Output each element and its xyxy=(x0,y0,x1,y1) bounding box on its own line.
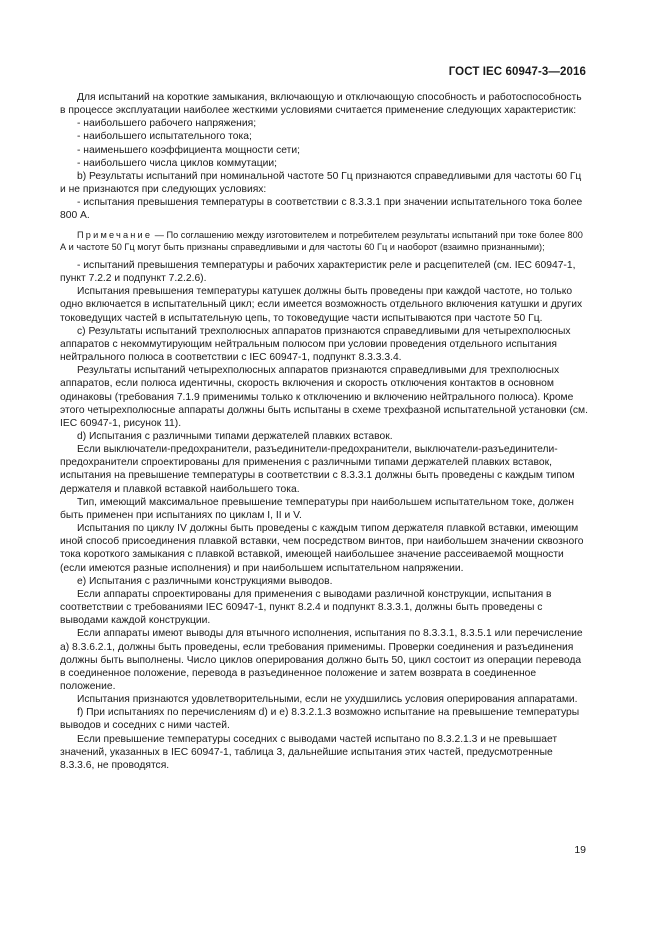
note xyxy=(60,229,588,253)
paragraph: Результаты испытаний четырехполюсных аппаратов признаются справедливыми для трехполюсных аппаратов, если полюса идентичны, скорость включения и скорость отключения контактов в основном одинаковы (требования 7.1.9 применимы только к отключению и включению нейтрального полюса). Кроме этого четырехполюсные аппараты должны быть испытаны в схеме трехфазной испытательной установки (см. IEC 60947-1, рисунок 11). xyxy=(60,365,588,429)
document-header: ГОСТ IEC 60947-3—2016 xyxy=(448,66,586,78)
page-body xyxy=(60,91,588,772)
list-item: - наименьшего коэффициента мощности сети; xyxy=(77,144,300,156)
paragraph: f) При испытаниях по перечислениям d) и e) 8.3.2.1.3 возможно испытание на превышение температуры выводов и соседних с ними частей. xyxy=(60,707,580,732)
paragraph: Если превышение температуры соседних с выводами частей испытано по 8.3.2.1.3 и не превышает значений, указанных в IEC 60947-1, таблица 3, дальнейшие испытания этих частей, предусмотренные 8.3.3.6, не проводятся. xyxy=(60,733,558,771)
note-text: — По соглашению между изготовителем и потребителем результаты испытаний при токе более 800 А и частоте 50 Гц могут быть признаны справедливыми и для частоты 60 Гц и наоборот (взаимно признанными); xyxy=(60,229,583,252)
list-item: - испытаний превышения температуры и рабочих характеристик реле и расцепителей (см. IEC 60947-1, пункт 7.2.2 и подпункт 7.2.2.6). xyxy=(60,259,576,285)
paragraph: Если выключатели-предохранители, разъединители-предохранители, выключатели-разъединители-предохранители спроектированы для применения с различными типами держателей плавких вставок, испытания на превышение температуры в соответствии с 8.3.3.1 должны быть проведены с каждым типом держателя и плавкой вставкой наибольшего тока. xyxy=(60,444,575,495)
paragraph: e) Испытания с различными конструкциями выводов. xyxy=(77,575,333,587)
paragraph: Испытания признаются удовлетворительными, если не ухудшились условия оперирования аппаратами. xyxy=(77,694,578,706)
list-item: - наибольшего числа циклов коммутации; xyxy=(77,157,277,169)
list-item: - наибольшего испытательного тока; xyxy=(77,131,252,143)
paragraph: d) Испытания с различными типами держателей плавких вставок. xyxy=(77,431,393,442)
paragraph: Если аппараты спроектированы для применения с выводами различной конструкции, испытания в соответствии с требованиями IEC 60947-1, пункт 8.2.4 и подпункт 8.3.3.1, должны быть проведены с выводами каждой конструкции. xyxy=(60,588,552,627)
list-item: - наибольшего рабочего напряжения; xyxy=(77,118,257,130)
paragraph: Испытания по циклу IV должны быть проведены с каждым типом держателя плавкой вставки, имеющим иной способ присоединения плавкой вставки, чем посредством винтов, при наибольшем значении сквозного тока короткого замыкания с плавкой вставкой, имеющей наибольшее значение рассеиваемой мощности (если имеются разные исполнения) и при наибольшем испытательном напряжении. xyxy=(60,523,584,574)
list-item: - испытания превышения температуры в соответствии с 8.3.3.1 при значении испытательного тока более 800 А. xyxy=(60,197,583,222)
page-number: 19 xyxy=(574,844,586,856)
paragraph: Испытания превышения температуры катушек должны быть проведены при каждой частоте, но только одно включается в испытательный цикл; если имеется возможность отдельного включения катушки и других токоведущих частей в испытательную цепь, то токоведущие части испытываются при частоте 50 Гц. xyxy=(60,286,583,324)
paragraph: Тип, имеющий максимальное превышение температуры при наибольшем испытательном токе, должен быть применен при испытаниях по циклам I, II и V. xyxy=(60,496,574,521)
paragraph: b) Результаты испытаний при номинальной частоте 50 Гц признаются справедливыми для частоты 60 Гц и не признаются при следующих условиях: xyxy=(60,170,582,196)
note-prefix: Примечание xyxy=(77,229,153,240)
paragraph: c) Результаты испытаний трехполюсных аппаратов признаются справедливыми для четырехполюсных аппаратов с некоммутирующим нейтральным полюсом при условии проведения отдельного испытания нейтрального полюса в соответствии с IEC 60947-1, подпункт 8.3.3.3.4. xyxy=(60,325,571,364)
paragraph: Если аппараты имеют выводы для втычного исполнения, испытания по 8.3.3.1, 8.3.5.1 или перечисление а) 8.3.6.2.1, должны быть проведены, если требования применимы. Проверки соединения и разъединения должны быть выполнены. Число циклов оперирования должно быть 50, цикл состоит из операции перевода в соединенное положение, перевода в разъединенное положение и затем возврата в соединенное положение. xyxy=(60,628,583,692)
paragraph: Для испытаний на короткие замыкания, включающую и отключающую способность и работоспособность в процессе эксплуатации наиболее жесткими условиями считается применение следующих характеристик: xyxy=(60,92,582,117)
